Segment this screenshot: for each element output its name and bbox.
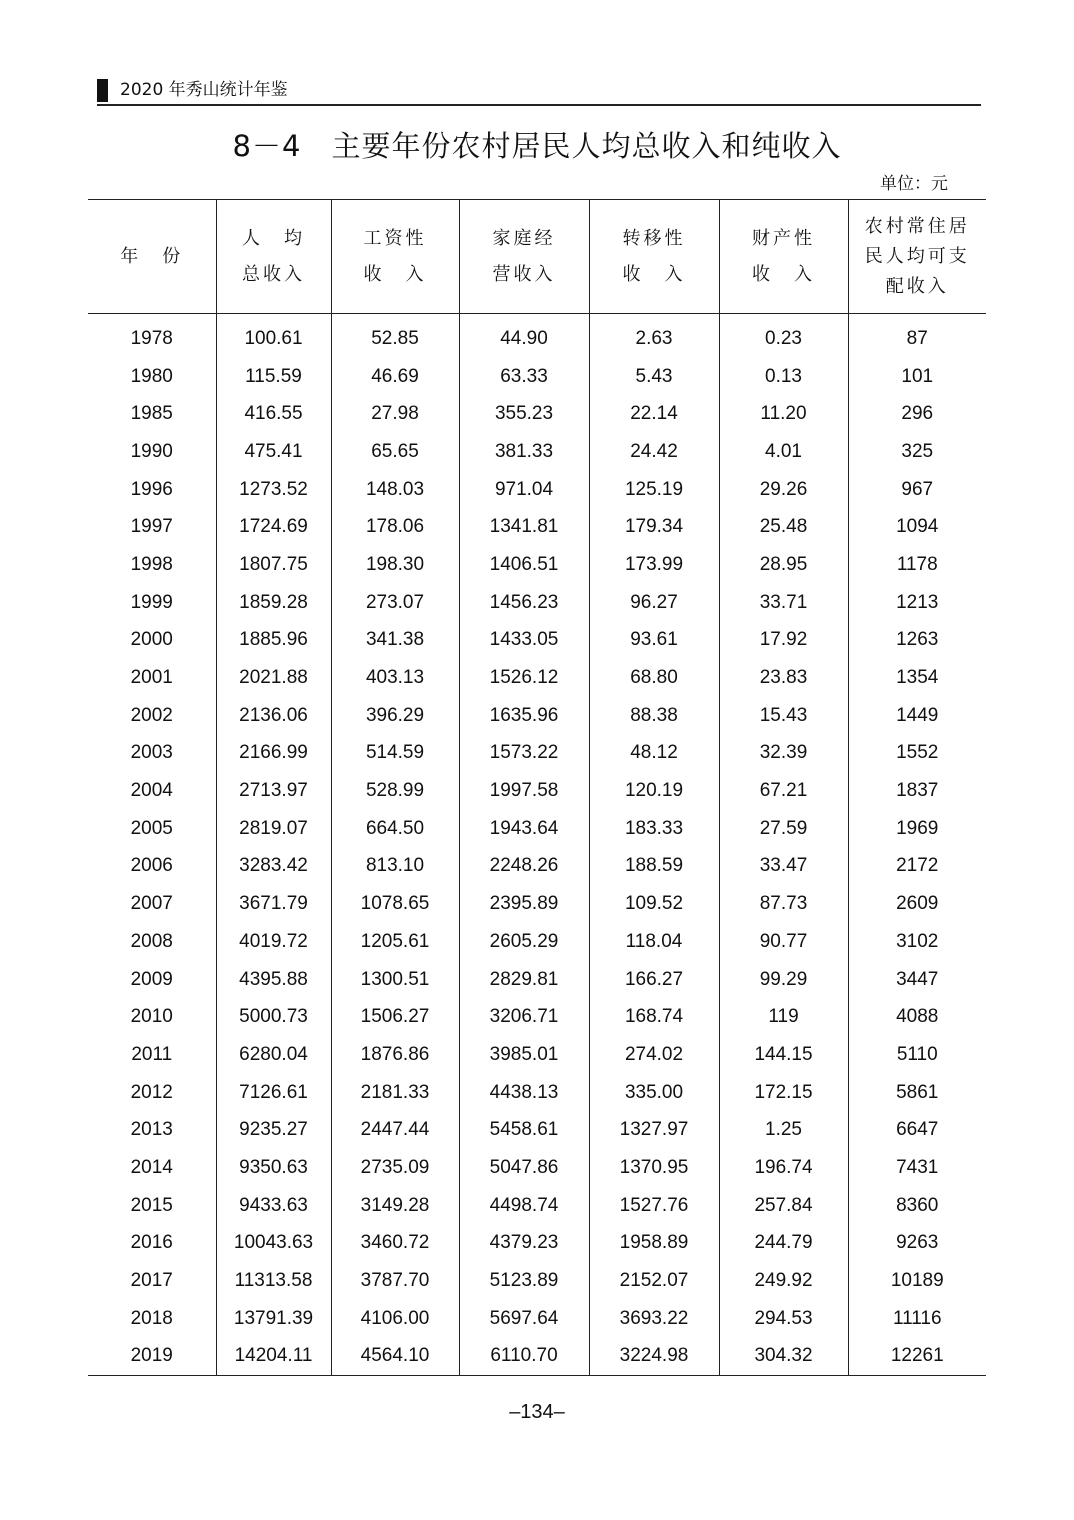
- table-row: [88, 358, 986, 396]
- transfer-income-cell: 125.19: [589, 471, 719, 509]
- disposable-income-cell: 1449: [848, 697, 986, 735]
- year-cell: 2001: [130, 667, 173, 689]
- table-row: [88, 584, 986, 622]
- household-income-cell: 1456.23: [459, 584, 589, 622]
- header-marker: [97, 79, 108, 102]
- wage-income-cell: 52.85: [331, 314, 459, 358]
- year-cell: 2017: [130, 1270, 173, 1292]
- total-income-cell: 2136.06: [216, 697, 331, 735]
- table-row: [88, 1225, 986, 1263]
- property-income-cell: 90.77: [719, 923, 848, 961]
- table-row: [88, 1074, 986, 1112]
- year-cell: 2009: [130, 968, 173, 990]
- total-income-cell: 7126.61: [216, 1074, 331, 1112]
- disposable-income-cell: 10189: [848, 1262, 986, 1300]
- disposable-income-cell: 5861: [848, 1074, 986, 1112]
- disposable-income-cell: 3447: [848, 961, 986, 999]
- page-number: –134–: [509, 1401, 565, 1423]
- household-income-cell: 1433.05: [459, 622, 589, 660]
- col-header-wage-income: 工资性 收 入: [331, 200, 459, 314]
- transfer-income-cell: 24.42: [589, 433, 719, 471]
- household-income-cell: 6110.70: [459, 1338, 589, 1376]
- col-header-year: 年 份: [88, 200, 216, 314]
- year-cell: 2013: [130, 1119, 173, 1141]
- year-cell: 1978: [130, 327, 173, 349]
- year-cell: 2003: [130, 742, 173, 764]
- property-income-cell: 67.21: [719, 772, 848, 810]
- property-income-cell: 32.39: [719, 735, 848, 773]
- wage-income-cell: 1078.65: [331, 885, 459, 923]
- property-income-cell: 294.53: [719, 1300, 848, 1338]
- total-income-cell: 14204.11: [216, 1338, 331, 1376]
- year-cell: 2010: [130, 1006, 173, 1028]
- total-income-cell: 11313.58: [216, 1262, 331, 1300]
- table-row: [88, 1338, 986, 1376]
- total-income-cell: 9235.27: [216, 1111, 331, 1149]
- household-income-cell: 355.23: [459, 395, 589, 433]
- total-income-cell: 9433.63: [216, 1187, 331, 1225]
- transfer-income-cell: 166.27: [589, 961, 719, 999]
- total-income-cell: 2819.07: [216, 810, 331, 848]
- transfer-income-cell: 1327.97: [589, 1111, 719, 1149]
- year-cell: 2007: [130, 893, 173, 915]
- year-cell: 2016: [130, 1232, 173, 1254]
- transfer-income-cell: 1958.89: [589, 1225, 719, 1263]
- disposable-income-cell: 1552: [848, 735, 986, 773]
- wage-income-cell: 46.69: [331, 358, 459, 396]
- household-income-cell: 63.33: [459, 358, 589, 396]
- table-row: [88, 923, 986, 961]
- year-cell: 2015: [130, 1194, 173, 1216]
- property-income-cell: 304.32: [719, 1338, 848, 1376]
- wage-income-cell: 148.03: [331, 471, 459, 509]
- disposable-income-cell: 7431: [848, 1149, 986, 1187]
- property-income-cell: 1.25: [719, 1111, 848, 1149]
- transfer-income-cell: 120.19: [589, 772, 719, 810]
- year-cell: 1990: [130, 440, 173, 462]
- property-income-cell: 29.26: [719, 471, 848, 509]
- total-income-cell: 1273.52: [216, 471, 331, 509]
- property-income-cell: 25.48: [719, 508, 848, 546]
- transfer-income-cell: 2.63: [589, 314, 719, 358]
- property-income-cell: 144.15: [719, 1036, 848, 1074]
- year-cell: 1980: [130, 365, 173, 387]
- household-income-cell: 2248.26: [459, 848, 589, 886]
- table-title: 8－4 主要年份农村居民人均总收入和纯收入: [232, 129, 842, 163]
- household-income-cell: 1943.64: [459, 810, 589, 848]
- property-income-cell: 28.95: [719, 546, 848, 584]
- wage-income-cell: 65.65: [331, 433, 459, 471]
- year-cell: 2012: [130, 1081, 173, 1103]
- property-income-cell: 119: [719, 998, 848, 1036]
- table-row: [88, 1187, 986, 1225]
- household-income-cell: 5123.89: [459, 1262, 589, 1300]
- disposable-income-cell: 5110: [848, 1036, 986, 1074]
- property-income-cell: 172.15: [719, 1074, 848, 1112]
- disposable-income-cell: 8360: [848, 1187, 986, 1225]
- property-income-cell: 15.43: [719, 697, 848, 735]
- header-row: [88, 200, 986, 314]
- wage-income-cell: 4564.10: [331, 1338, 459, 1376]
- wage-income-cell: 1506.27: [331, 998, 459, 1036]
- transfer-income-cell: 5.43: [589, 358, 719, 396]
- transfer-income-cell: 109.52: [589, 885, 719, 923]
- transfer-income-cell: 1527.76: [589, 1187, 719, 1225]
- household-income-cell: 1406.51: [459, 546, 589, 584]
- wage-income-cell: 3787.70: [331, 1262, 459, 1300]
- unit-label: 单位：元: [880, 174, 948, 194]
- property-income-cell: 196.74: [719, 1149, 848, 1187]
- year-cell: 2018: [130, 1307, 173, 1329]
- disposable-income-cell: 1354: [848, 659, 986, 697]
- property-income-cell: 23.83: [719, 659, 848, 697]
- household-income-cell: 1526.12: [459, 659, 589, 697]
- total-income-cell: 4395.88: [216, 961, 331, 999]
- year-cell: 1996: [130, 478, 173, 500]
- col-header-disposable-income: 农村常住居 民人均可支 配收入: [848, 200, 986, 314]
- wage-income-cell: 198.30: [331, 546, 459, 584]
- wage-income-cell: 27.98: [331, 395, 459, 433]
- table-row: [88, 697, 986, 735]
- total-income-cell: 10043.63: [216, 1225, 331, 1263]
- table-row: [88, 546, 986, 584]
- transfer-income-cell: 173.99: [589, 546, 719, 584]
- household-income-cell: 1573.22: [459, 735, 589, 773]
- transfer-income-cell: 2152.07: [589, 1262, 719, 1300]
- household-income-cell: 4498.74: [459, 1187, 589, 1225]
- header-text: 2020 年秀山统计年鉴: [120, 80, 288, 100]
- disposable-income-cell: 9263: [848, 1225, 986, 1263]
- wage-income-cell: 178.06: [331, 508, 459, 546]
- household-income-cell: 1997.58: [459, 772, 589, 810]
- property-income-cell: 257.84: [719, 1187, 848, 1225]
- year-cell: 2000: [130, 629, 173, 651]
- year-cell: 2004: [130, 780, 173, 802]
- year-cell: 2008: [130, 930, 173, 952]
- household-income-cell: 2395.89: [459, 885, 589, 923]
- total-income-cell: 4019.72: [216, 923, 331, 961]
- table-row: [88, 848, 986, 886]
- year-cell: 1997: [130, 516, 173, 538]
- household-income-cell: 1341.81: [459, 508, 589, 546]
- wage-income-cell: 3149.28: [331, 1187, 459, 1225]
- household-income-cell: 971.04: [459, 471, 589, 509]
- table-row: [88, 622, 986, 660]
- disposable-income-cell: 1837: [848, 772, 986, 810]
- wage-income-cell: 1300.51: [331, 961, 459, 999]
- wage-income-cell: 2447.44: [331, 1111, 459, 1149]
- total-income-cell: 13791.39: [216, 1300, 331, 1338]
- total-income-cell: 9350.63: [216, 1149, 331, 1187]
- wage-income-cell: 1876.86: [331, 1036, 459, 1074]
- transfer-income-cell: 1370.95: [589, 1149, 719, 1187]
- household-income-cell: 5697.64: [459, 1300, 589, 1338]
- transfer-income-cell: 48.12: [589, 735, 719, 773]
- wage-income-cell: 514.59: [331, 735, 459, 773]
- household-income-cell: 3985.01: [459, 1036, 589, 1074]
- transfer-income-cell: 68.80: [589, 659, 719, 697]
- table-row: [88, 471, 986, 509]
- table-row: [88, 735, 986, 773]
- household-income-cell: 5458.61: [459, 1111, 589, 1149]
- total-income-cell: 2021.88: [216, 659, 331, 697]
- household-income-cell: 1635.96: [459, 697, 589, 735]
- wage-income-cell: 341.38: [331, 622, 459, 660]
- disposable-income-cell: 11116: [848, 1300, 986, 1338]
- household-income-cell: 2829.81: [459, 961, 589, 999]
- wage-income-cell: 403.13: [331, 659, 459, 697]
- table-row: [88, 395, 986, 433]
- household-income-cell: 3206.71: [459, 998, 589, 1036]
- year-cell: 2011: [131, 1043, 173, 1065]
- year-cell: 2005: [130, 817, 173, 839]
- table-row: [88, 1262, 986, 1300]
- disposable-income-cell: 12261: [848, 1338, 986, 1376]
- wage-income-cell: 1205.61: [331, 923, 459, 961]
- year-cell: 2019: [88, 1338, 216, 1376]
- table-row: [88, 433, 986, 471]
- disposable-income-cell: 101: [848, 358, 986, 396]
- transfer-income-cell: 3224.98: [589, 1338, 719, 1376]
- disposable-income-cell: 87: [848, 314, 986, 358]
- transfer-income-cell: 96.27: [589, 584, 719, 622]
- transfer-income-cell: 118.04: [589, 923, 719, 961]
- disposable-income-cell: 967: [848, 471, 986, 509]
- year-cell: 1999: [130, 591, 173, 613]
- year-cell: 1998: [130, 553, 173, 575]
- total-income-cell: 100.61: [216, 314, 331, 358]
- wage-income-cell: 3460.72: [331, 1225, 459, 1263]
- year-cell: 2014: [130, 1156, 173, 1178]
- wage-income-cell: 813.10: [331, 848, 459, 886]
- table-row: [88, 810, 986, 848]
- transfer-income-cell: 22.14: [589, 395, 719, 433]
- disposable-income-cell: 1213: [848, 584, 986, 622]
- col-header-total-income: 人 均 总收入: [216, 200, 331, 314]
- total-income-cell: 115.59: [216, 358, 331, 396]
- household-income-cell: 4379.23: [459, 1225, 589, 1263]
- transfer-income-cell: 188.59: [589, 848, 719, 886]
- table-row: [88, 961, 986, 999]
- transfer-income-cell: 335.00: [589, 1074, 719, 1112]
- year-cell: 2002: [130, 704, 173, 726]
- total-income-cell: 6280.04: [216, 1036, 331, 1074]
- income-table: [88, 199, 986, 1376]
- col-header-transfer-income: 转移性 收 入: [589, 200, 719, 314]
- wage-income-cell: 396.29: [331, 697, 459, 735]
- transfer-income-cell: 93.61: [589, 622, 719, 660]
- property-income-cell: 4.01: [719, 433, 848, 471]
- property-income-cell: 99.29: [719, 961, 848, 999]
- wage-income-cell: 2735.09: [331, 1149, 459, 1187]
- property-income-cell: 249.92: [719, 1262, 848, 1300]
- total-income-cell: 5000.73: [216, 998, 331, 1036]
- table-row: [88, 659, 986, 697]
- total-income-cell: 2166.99: [216, 735, 331, 773]
- disposable-income-cell: 1263: [848, 622, 986, 660]
- disposable-income-cell: 3102: [848, 923, 986, 961]
- transfer-income-cell: 168.74: [589, 998, 719, 1036]
- yearbook-header: [97, 78, 981, 106]
- table-row: [88, 508, 986, 546]
- table-row: [88, 1300, 986, 1338]
- total-income-cell: 416.55: [216, 395, 331, 433]
- household-income-cell: 381.33: [459, 433, 589, 471]
- table-row: [88, 998, 986, 1036]
- wage-income-cell: 273.07: [331, 584, 459, 622]
- transfer-income-cell: 3693.22: [589, 1300, 719, 1338]
- disposable-income-cell: 2609: [848, 885, 986, 923]
- col-header-property-income: 财产性 收 入: [719, 200, 848, 314]
- property-income-cell: 33.71: [719, 584, 848, 622]
- total-income-cell: 1859.28: [216, 584, 331, 622]
- total-income-cell: 2713.97: [216, 772, 331, 810]
- wage-income-cell: 528.99: [331, 772, 459, 810]
- total-income-cell: 1807.75: [216, 546, 331, 584]
- disposable-income-cell: 6647: [848, 1111, 986, 1149]
- total-income-cell: 1724.69: [216, 508, 331, 546]
- property-income-cell: 17.92: [719, 622, 848, 660]
- household-income-cell: 44.90: [459, 314, 589, 358]
- property-income-cell: 11.20: [719, 395, 848, 433]
- transfer-income-cell: 88.38: [589, 697, 719, 735]
- property-income-cell: 33.47: [719, 848, 848, 886]
- disposable-income-cell: 1094: [848, 508, 986, 546]
- wage-income-cell: 4106.00: [331, 1300, 459, 1338]
- property-income-cell: 0.23: [719, 314, 848, 358]
- table-row: [88, 314, 986, 358]
- total-income-cell: 3671.79: [216, 885, 331, 923]
- transfer-income-cell: 183.33: [589, 810, 719, 848]
- property-income-cell: 87.73: [719, 885, 848, 923]
- disposable-income-cell: 325: [848, 433, 986, 471]
- total-income-cell: 3283.42: [216, 848, 331, 886]
- household-income-cell: 5047.86: [459, 1149, 589, 1187]
- table-row: [88, 1149, 986, 1187]
- table-row: [88, 885, 986, 923]
- table-row: [88, 772, 986, 810]
- total-income-cell: 475.41: [216, 433, 331, 471]
- property-income-cell: 244.79: [719, 1225, 848, 1263]
- household-income-cell: 2605.29: [459, 923, 589, 961]
- household-income-cell: 4438.13: [459, 1074, 589, 1112]
- year-cell: 2006: [130, 855, 173, 877]
- table-row: [88, 1111, 986, 1149]
- transfer-income-cell: 274.02: [589, 1036, 719, 1074]
- disposable-income-cell: 296: [848, 395, 986, 433]
- wage-income-cell: 664.50: [331, 810, 459, 848]
- disposable-income-cell: 4088: [848, 998, 986, 1036]
- col-header-household-income: 家庭经 营收入: [459, 200, 589, 314]
- table-row: [88, 1036, 986, 1074]
- property-income-cell: 27.59: [719, 810, 848, 848]
- disposable-income-cell: 2172: [848, 848, 986, 886]
- disposable-income-cell: 1969: [848, 810, 986, 848]
- year-cell: 1985: [130, 403, 173, 425]
- transfer-income-cell: 179.34: [589, 508, 719, 546]
- property-income-cell: 0.13: [719, 358, 848, 396]
- table-body: [88, 314, 986, 1376]
- wage-income-cell: 2181.33: [331, 1074, 459, 1112]
- disposable-income-cell: 1178: [848, 546, 986, 584]
- total-income-cell: 1885.96: [216, 622, 331, 660]
